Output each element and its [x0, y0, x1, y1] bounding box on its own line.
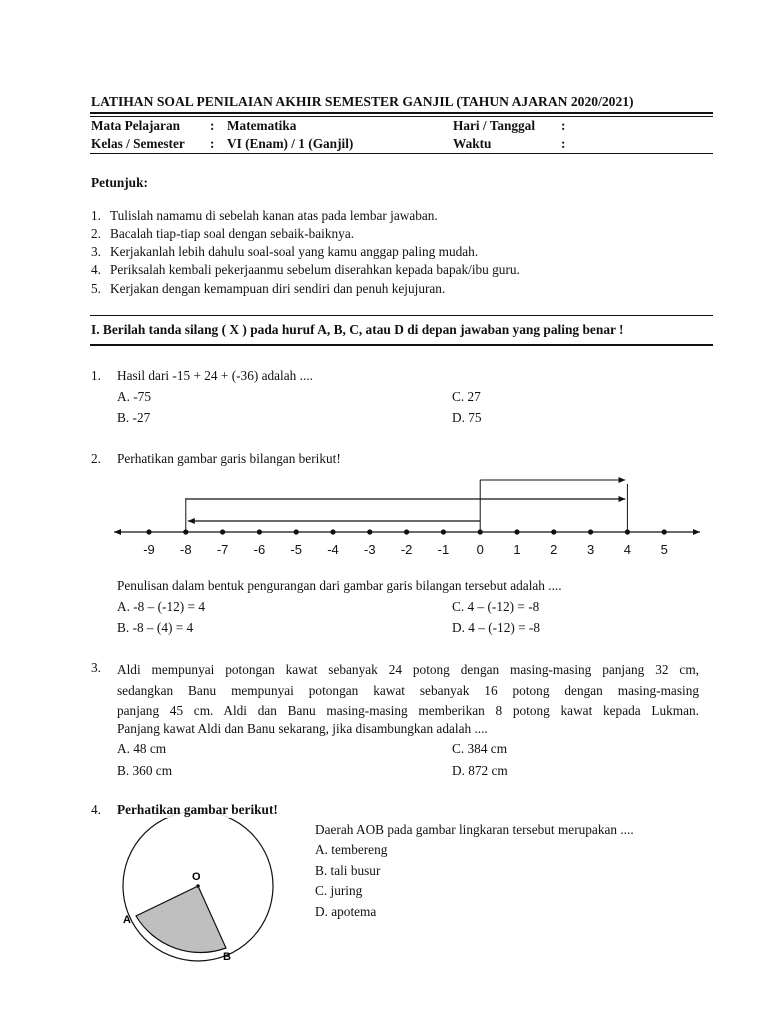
option-b: B. -8 – (4) = 4 [117, 620, 194, 635]
number-line-tick [146, 529, 151, 534]
number-line-tick [294, 529, 299, 534]
question-4-prompt: Daerah AOB pada gambar lingkaran tersebut merupakan .... [315, 822, 634, 837]
date-label: Hari / Tanggal [453, 118, 536, 133]
option-b: B. -27 [117, 410, 151, 425]
option-a: A. tembereng [315, 842, 388, 857]
option-c: C. 4 – (-12) = -8 [452, 599, 540, 614]
label-a: A [123, 914, 131, 926]
option-a: A. 48 cm [117, 741, 167, 756]
section-rule-bottom [90, 344, 713, 346]
section-rule-top [90, 315, 713, 316]
instruction-text: Kerjakanlah lebih dahulu soal-soal yang kamu anggap paling mudah. [110, 244, 479, 259]
number-line-tick [514, 529, 519, 534]
time-label: Waktu [453, 136, 492, 151]
instruction-text: Tulislah namamu di sebelah kanan atas pada lembar jawaban. [110, 208, 438, 223]
number-line-label: 1 [513, 542, 521, 557]
question-3-line: Aldi mempunyai potongan kawat sebanyak 24 potong dengan masing-masing panjang 32 cm, [117, 662, 699, 677]
number-line-label: -1 [437, 542, 450, 557]
number-line-label: -3 [364, 542, 376, 557]
date-colon: : [561, 118, 566, 133]
option-d: D. apotema [315, 904, 377, 919]
number-line-tick [404, 529, 409, 534]
instruction-num: 3. [91, 244, 101, 259]
question-4-text: Perhatikan gambar berikut! [117, 802, 278, 817]
number-line-tick [441, 529, 446, 534]
question-3-line: panjang 45 cm. Aldi dan Banu masing-masing memberikan 8 potong kawat kepada Lukman. [117, 703, 699, 718]
question-1-text: Hasil dari -15 + 24 + (-36) adalah .... [117, 368, 313, 383]
number-line [114, 480, 700, 557]
class-label: Kelas / Semester [91, 136, 185, 151]
option-b: B. tali busur [315, 863, 381, 878]
label-b: B [223, 951, 231, 963]
subject-value: Matematika [227, 118, 297, 133]
number-line-label: -2 [400, 542, 413, 557]
number-line-label: 5 [660, 542, 668, 557]
option-d: D. 4 – (-12) = -8 [452, 620, 541, 635]
number-line-tick [551, 529, 556, 534]
circle-sector-figure [110, 806, 310, 976]
instructions-heading: Petunjuk: [91, 175, 148, 190]
instruction-num: 4. [91, 262, 101, 277]
center-point [196, 884, 200, 888]
header-rule-top-thin [90, 116, 713, 117]
header-rule-top-thick [90, 112, 713, 114]
instruction-num: 5. [91, 281, 101, 296]
number-line-label: -5 [290, 542, 302, 557]
question-3-line: sedangkan Banu mempunyai potongan kawat sebanyak 16 potong dengan masing-masing [117, 683, 699, 698]
number-line-tick [367, 529, 372, 534]
number-line-label: -7 [216, 542, 229, 557]
question-2-text: Perhatikan gambar garis bilangan berikut! [117, 451, 341, 466]
number-line-label: 4 [623, 542, 632, 557]
subject-colon: : [210, 118, 215, 133]
option-a: A. -75 [117, 389, 151, 404]
number-line-tick [588, 529, 593, 534]
number-line-label: 3 [586, 542, 595, 557]
instruction-text: Periksalah kembali pekerjaanmu sebelum diserahkan kepada bapak/ibu guru. [110, 262, 520, 277]
question-3-line: Panjang kawat Aldi dan Banu sekarang, jika disambungkan adalah .... [117, 721, 488, 736]
option-c: C. 384 cm [452, 741, 508, 756]
number-line-label: 2 [550, 542, 558, 557]
option-c: C. juring [315, 883, 363, 898]
question-2-subtext: Penulisan dalam bentuk pengurangan dari gambar garis bilangan tersebut adalah .... [117, 578, 562, 593]
number-line-tick [330, 529, 335, 534]
option-c: C. 27 [452, 389, 481, 404]
number-line-tick [257, 529, 262, 534]
question-number: 3. [91, 660, 101, 675]
label-o: O [192, 871, 201, 883]
number-line-label: -6 [253, 542, 266, 557]
number-line-label: 0 [476, 542, 484, 557]
instruction-text: Bacalah tiap-tiap soal dengan sebaik-baiknya. [110, 226, 355, 241]
instruction-text: Kerjakan dengan kemampuan diri sendiri dan penuh kejujuran. [110, 281, 446, 296]
subject-label: Mata Pelajaran [91, 118, 180, 133]
option-d: D. 872 cm [452, 763, 508, 778]
section-title: I. Berilah tanda silang ( X ) pada huruf A, B, C, atau D di depan jawaban yang paling benar ! [91, 322, 624, 337]
option-a: A. -8 – (-12) = 4 [117, 599, 206, 614]
option-d: D. 75 [452, 410, 482, 425]
class-value: VI (Enam) / 1 (Ganjil) [227, 136, 354, 151]
question-number: 4. [91, 802, 101, 817]
number-line-tick [220, 529, 225, 534]
number-line-figure [0, 470, 768, 570]
time-colon: : [561, 136, 566, 151]
question-number: 2. [91, 451, 101, 466]
number-line-label: -4 [327, 542, 339, 557]
number-line-label: -8 [180, 542, 192, 557]
option-b: B. 360 cm [117, 763, 173, 778]
header-rule-bottom [90, 153, 713, 154]
instruction-num: 2. [91, 226, 101, 241]
page-title: LATIHAN SOAL PENILAIAN AKHIR SEMESTER GANJIL (TAHUN AJARAN 2020/2021) [91, 94, 634, 109]
class-colon: : [210, 136, 215, 151]
instruction-num: 1. [91, 208, 101, 223]
number-line-label: -9 [143, 542, 155, 557]
question-number: 1. [91, 368, 101, 383]
number-line-tick [662, 529, 667, 534]
